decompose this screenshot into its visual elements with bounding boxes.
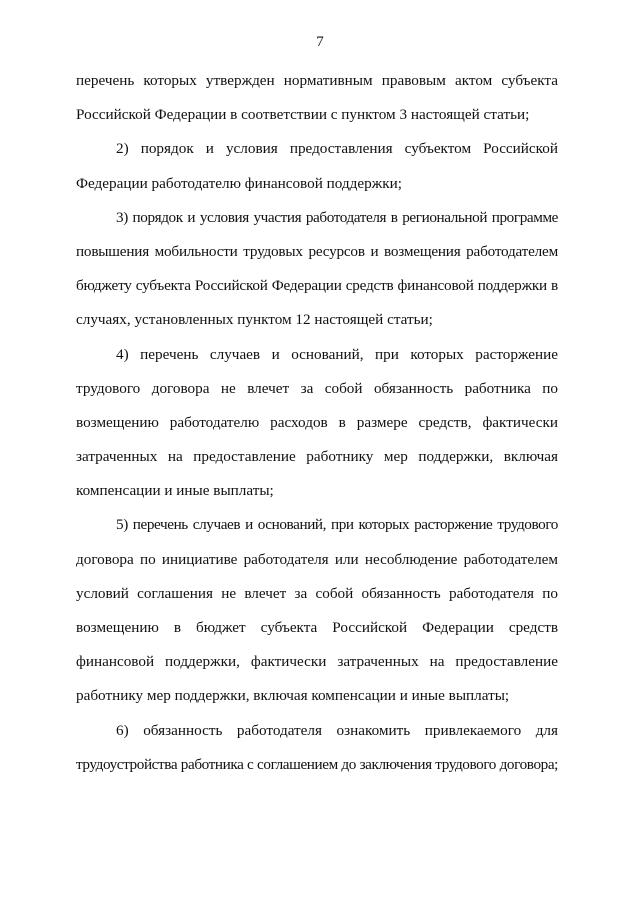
paragraph-item-4: [76, 338, 558, 509]
text-line: 4) перечень случаев и оснований, при которых расторжение: [116, 345, 558, 363]
text-line: возмещению работодателю расходов в размере средств, фактически: [76, 413, 558, 431]
text-line: 6) обязанность работодателя ознакомить привлекаемого для: [116, 721, 558, 739]
text-line: условий соглашения не влечет за собой обязанность работодателя по: [76, 584, 558, 602]
text-line: финансовой поддержки, фактически затраченных на предоставление: [76, 653, 558, 671]
text-line: 3) порядок и условия участия работодателя в региональной программе: [116, 208, 558, 226]
text-line: Российской Федерации в соответствии с пунктом 3 настоящей статьи;: [76, 106, 530, 124]
text-line: трудоустройства работника с соглашением до заключения трудового договора;: [76, 755, 558, 773]
text-line: работнику мер поддержки, включая компенсации и иные выплаты;: [76, 687, 510, 705]
text-line: договора по инициативе работодателя или несоблюдение работодателем: [76, 550, 558, 568]
paragraph-item-5: [76, 508, 558, 713]
text-line: возмещению в бюджет субъекта Российской Федерации средств: [76, 619, 558, 636]
text-line: Федерации работодателю финансовой поддержки;: [76, 174, 402, 192]
paragraph-item-3: [76, 201, 558, 338]
text-line: повышения мобильности трудовых ресурсов и возмещения работодателем: [76, 242, 558, 260]
text-line: перечень которых утвержден нормативным правовым актом субъекта: [76, 72, 558, 89]
document-body: [76, 64, 558, 782]
text-line: затраченных на предоставление работнику мер поддержки, включая: [76, 448, 558, 466]
text-line: трудового договора не влечет за собой обязанность работника по: [76, 379, 558, 397]
paragraph-continuation: [76, 64, 558, 132]
paragraph-item-6: [76, 714, 558, 782]
paragraph-item-2: [76, 132, 558, 200]
text-line: 5) перечень случаев и оснований, при которых расторжение трудового: [116, 516, 558, 534]
text-line: компенсации и иные выплаты;: [76, 482, 274, 500]
page-number: 7: [316, 34, 324, 50]
text-line: случаях, установленных пунктом 12 настоящей статьи;: [76, 311, 433, 329]
text-line: 2) порядок и условия предоставления субъектом Российской: [116, 140, 558, 158]
text-line: бюджету субъекта Российской Федерации средств финансовой поддержки в: [76, 277, 558, 295]
